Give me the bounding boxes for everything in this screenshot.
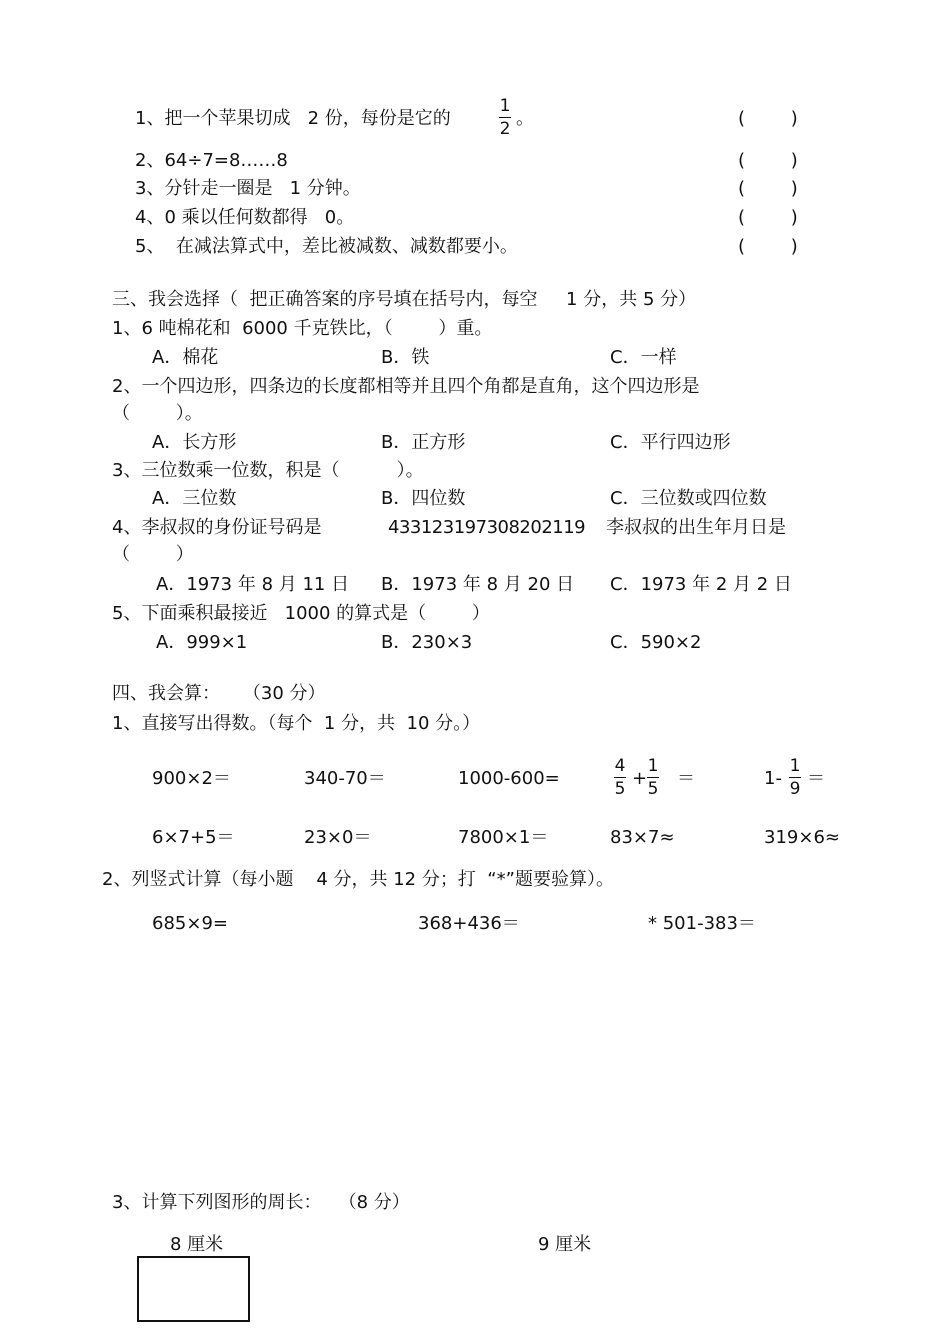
fraction-numerator: 1 [789,756,801,776]
fraction-denominator: 2 [499,119,511,139]
calc-r1-c1: 900×2＝ [152,768,231,789]
mc-q2-option-c[interactable]: C．平行四边形 [610,432,731,453]
equals-sign: ＝ [677,768,695,789]
fraction-1-9 [789,756,801,799]
mc-q2-option-a[interactable]: A．长方形 [152,432,237,453]
calc-r1-c3: 1000-600= [458,768,560,789]
fraction-bar [789,777,801,778]
equals-sign: ＝ [807,768,825,789]
mc-q4-stem-blank[interactable]: （ ） [112,544,194,565]
mc-q4-option-b[interactable]: B．1973 年 8 月 20 日 [381,574,575,595]
tf-item-3-text: 3、分针走一圈是 1 分钟。 [135,178,361,199]
fraction-numerator: 1 [647,756,659,776]
tf-item-1-fraction [499,96,511,139]
mc-q1-option-c[interactable]: C．一样 [610,347,677,368]
mc-q3-option-a[interactable]: A．三位数 [152,488,237,509]
fraction-bar [499,117,511,118]
fraction-bar [647,777,659,778]
mc-q5-option-b[interactable]: B．230×3 [381,632,473,653]
tf-item-5-text: 5、 在减法算式中，差比被减数、减数都要小。 [135,236,518,257]
mc-q2-option-b[interactable]: B．正方形 [381,432,466,453]
answer-blank[interactable]: ( ) [738,236,798,257]
mc-q5-option-c[interactable]: C．590×2 [610,632,702,653]
mc-q1-option-b[interactable]: B．铁 [381,347,430,368]
section-4-title: 四、我会算： （30 分） [112,683,326,704]
calc-r2-c4: 83×7≈ [610,827,675,848]
tf-item-4-text: 4、0 乘以任何数都得 0。 [135,207,355,228]
id-number: 433123197308202119 [388,517,586,538]
calc-r2-c1: 6×7+5＝ [152,827,235,848]
tf-item-2-text: 2、64÷7=8……8 [135,150,288,171]
mc-q3-option-b[interactable]: B．四位数 [381,488,466,509]
mc-q4-option-c[interactable]: C．1973 年 2 月 2 日 [610,574,792,595]
mc-q1-option-a[interactable]: A．棉花 [152,347,219,368]
mc-q1-stem: 1、6 吨棉花和 6000 千克铁比，（ ）重。 [112,318,493,339]
calc-r2-c5: 319×6≈ [764,827,840,848]
calc-r1-c2: 340-70＝ [304,768,386,789]
answer-blank[interactable]: ( ) [738,178,798,199]
tf-item-1-text: 1、把一个苹果切成 2 份，每份是它的 [135,108,451,129]
calc-sub-3-title: 3、计算下列图形的周长： （8 分） [112,1192,410,1213]
answer-blank[interactable]: ( ) [738,150,798,171]
one-minus: 1- [764,768,782,789]
calc-r2-c2: 23×0＝ [304,827,372,848]
fraction-denominator: 9 [789,779,801,799]
mc-q4-stem-tail: 李叔叔的出生年月日是 [606,517,786,538]
mc-q4-stem: 4、李叔叔的身份证号码是 [112,517,322,538]
figure-2-label: 9 厘米 [538,1234,592,1255]
mc-q2-stem: 2、一个四边形，四条边的长度都相等并且四个角都是直角，这个四边形是 [112,376,700,397]
vertical-calc-3: * 501-383＝ [648,913,756,934]
mc-q5-option-a[interactable]: A．999×1 [156,632,248,653]
answer-blank[interactable]: ( ) [738,207,798,228]
vertical-calc-1: 685×9= [152,913,228,934]
fraction-denominator: 5 [647,779,659,799]
vertical-calc-2: 368+436＝ [418,913,520,934]
mc-q5-stem: 5、下面乘积最接近 1000 的算式是（ ） [112,603,490,624]
section-3-title: 三、我会选择（ 把正确答案的序号填在括号内，每空 1 分，共 5 分） [112,289,697,310]
plus-sign: + [632,768,648,789]
fraction-bar [614,777,626,778]
mc-q3-option-c[interactable]: C．三位数或四位数 [610,488,767,509]
fraction-4-5 [614,756,626,799]
tf-item-1-tail: 。 [516,108,534,129]
rectangle-width-label: 8 厘米 [170,1234,224,1255]
mc-q4-option-a[interactable]: A．1973 年 8 月 11 日 [156,574,350,595]
calc-sub-2-title: 2、列竖式计算（每小题 4 分，共 12 分；打 “*”题要验算）。 [102,869,614,890]
fraction-numerator: 1 [499,96,511,116]
mc-q3-stem: 3、三位数乘一位数，积是（ ）。 [112,460,424,481]
answer-blank[interactable]: ( ) [738,108,798,129]
calc-sub-1-title: 1、直接写出得数。（每个 1 分，共 10 分。） [112,713,481,734]
rectangle-figure [137,1256,250,1322]
mc-q2-stem-blank[interactable]: （ ）。 [112,403,203,424]
fraction-denominator: 5 [614,779,626,799]
calc-r2-c3: 7800×1＝ [458,827,549,848]
fraction-1-5 [647,756,659,799]
fraction-numerator: 4 [614,756,626,776]
